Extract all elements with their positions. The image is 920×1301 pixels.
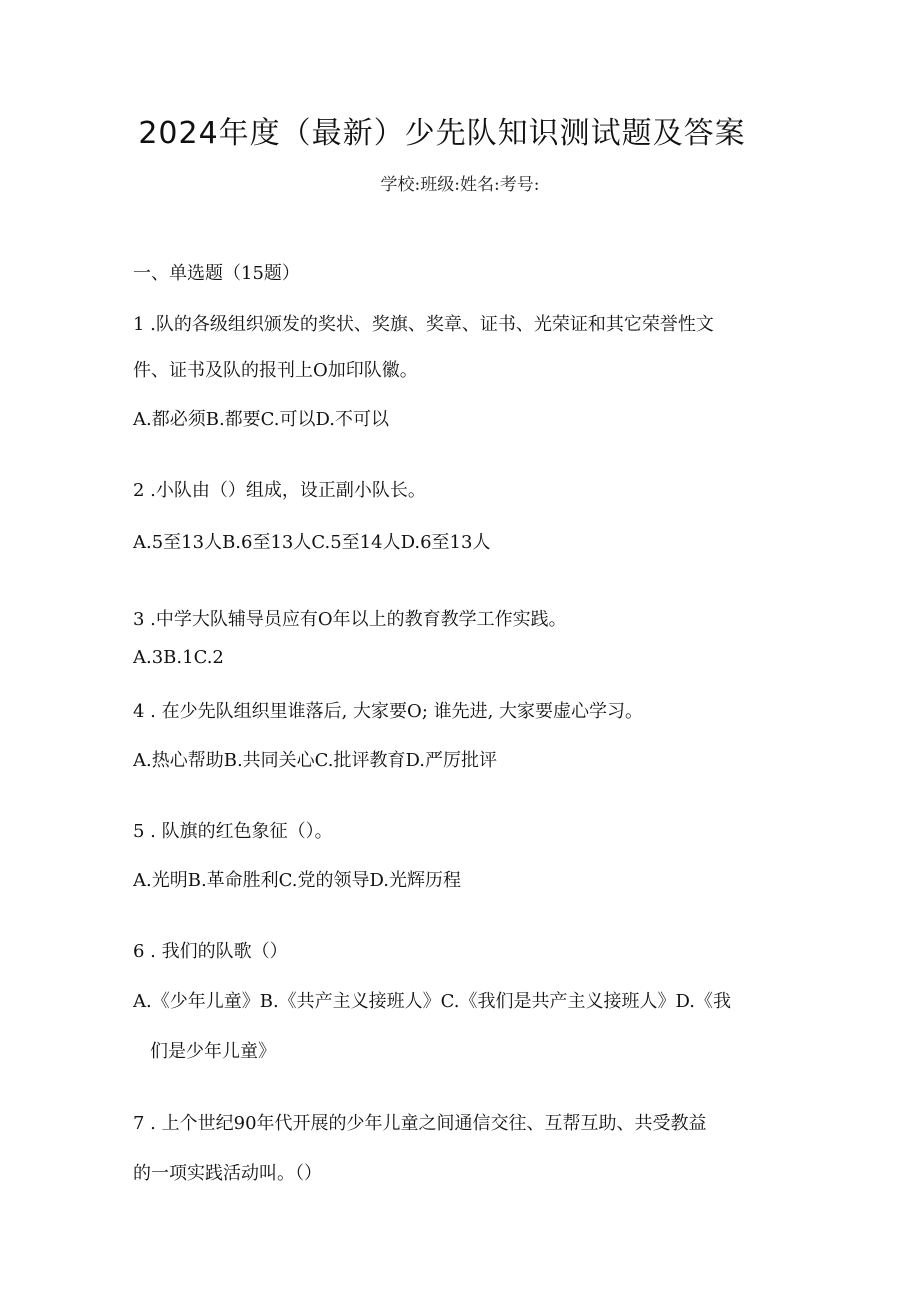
question-1-text: 1 .队的各级组织颁发的奖状、奖旗、奖章、证书、光荣证和其它荣誉性文 — [133, 314, 714, 335]
question-3-options: A.3B.1C.2 — [133, 647, 224, 668]
question-6-options: A.《少年儿童》B.《共产主义接班人》C.《我们是共产主义接班人》D.《我 — [133, 991, 732, 1012]
question-2-options: A.5至13人B.6至13人C.5至14人D.6至13人 — [133, 532, 491, 553]
question-1-text-continued: 件、证书及队的报刊上O加印队徽。 — [133, 360, 418, 381]
question-4-options: A.热心帮助B.共同关心C.批评教育D.严厉批评 — [133, 750, 498, 771]
question-5-text: 5 . 队旗的红色象征（）。 — [133, 821, 333, 842]
question-6-options-continued: 们是少年儿童》 — [150, 1041, 276, 1062]
question-6-text: 6 . 我们的队歌（） — [133, 941, 288, 962]
student-info-line: 学校:班级:姓名:考号: — [380, 175, 540, 195]
question-4-text: 4 . 在少先队组织里谁落后, 大家要O; 谁先进, 大家要虚心学习。 — [133, 701, 644, 722]
question-3-text: 3 .中学大队辅导员应有O年以上的教育教学工作实践。 — [133, 609, 567, 630]
question-7-text: 7 . 上个世纪90年代开展的少年儿童之间通信交往、互帮互助、共受教益 — [133, 1113, 707, 1134]
page-title: 2024年度（最新）少先队知识测试题及答案 — [138, 116, 746, 151]
question-7-text-continued: 的一项实践活动叫。（） — [133, 1163, 322, 1184]
question-1-options: A.都必须B.都要C.可以D.不可以 — [133, 409, 390, 430]
question-5-options: A.光明B.革命胜利C.党的领导D.光辉历程 — [133, 870, 462, 891]
question-2-text: 2 .小队由（）组成，设正副小队长。 — [133, 480, 426, 501]
section-heading: 一、单选题（15题） — [133, 263, 300, 284]
